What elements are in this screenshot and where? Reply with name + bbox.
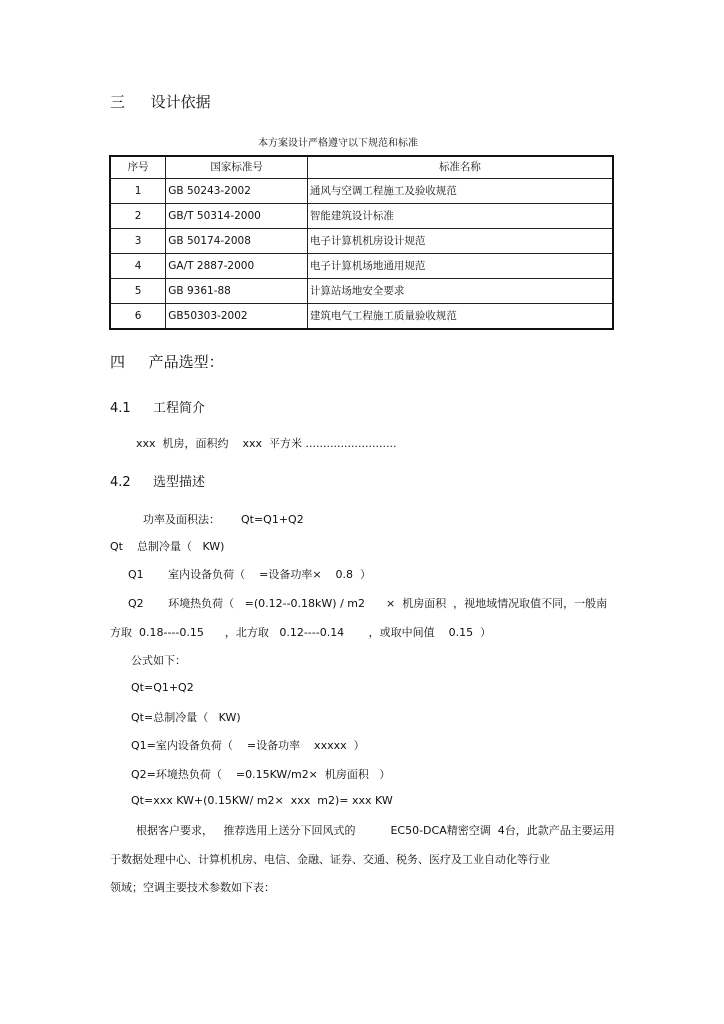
table-row — [110, 304, 613, 330]
subsection-4-2-number: 4.2 — [110, 475, 131, 490]
section-3-title: 设计依据 — [150, 93, 211, 111]
table-row — [110, 204, 613, 229]
qt-definition: Qt 总制冷量（ KW) — [110, 540, 225, 553]
table-row — [110, 254, 613, 279]
subsection-4-1-title: 工程简介 — [152, 401, 205, 416]
header-index: 序号 — [110, 156, 166, 179]
q2-definition: Q2 环境热负荷（ =(0.12--0.18kW) / m2 × 机房面积 ，视地域情况取值不同，一般南 — [128, 597, 608, 610]
formula-q1: Q1=室内设备负荷（ =设备功率 xxxxx ） — [131, 739, 365, 752]
section-4-number: 四 — [110, 353, 126, 371]
section-4-title: 产品选型： — [148, 353, 224, 371]
table-row — [110, 229, 613, 254]
subsection-4-2-title: 选型描述 — [152, 475, 205, 490]
section-3-heading — [110, 91, 211, 112]
cell-standard-number: GB 50174-2008 — [166, 229, 308, 254]
cell-index: 5 — [110, 279, 166, 304]
recommendation-text: 根据客户要求， 推荐选用上送分下回风式的 EC50-DCA精密空调 4台，此款产品主要运用 — [136, 824, 615, 837]
cell-standard-number: GB/T 50314-2000 — [166, 204, 308, 229]
q1-definition: Q1 室内设备负荷（ =设备功率× 0.8 ） — [128, 568, 372, 581]
cell-standard-number: GA/T 2887-2000 — [166, 254, 308, 279]
method-line: 功率及面积法： Qt=Q1+Q2 — [143, 513, 304, 526]
table-row — [110, 279, 613, 304]
formula-result: Qt=xxx KW+(0.15KW/ m2× xxx m2)= xxx KW — [131, 794, 393, 807]
q2-definition-cont: 方取 0.18----0.15 ，北方取 0.12----0.14 ，或取中间值 0.15 ） — [110, 626, 492, 639]
cell-standard-number: GB 9361-88 — [166, 279, 308, 304]
table-row — [110, 179, 613, 204]
subsection-4-1-heading — [110, 397, 205, 416]
cell-standard-name: 计算站场地安全要求 — [307, 279, 613, 304]
cell-index: 6 — [110, 304, 166, 330]
section-3-number: 三 — [110, 93, 126, 111]
cell-standard-name: 建筑电气工程施工质量验收规范 — [307, 304, 613, 330]
subsection-4-1-number: 4.1 — [110, 401, 131, 416]
formula-qt-desc: Qt=总制冷量（ KW) — [131, 711, 241, 724]
standards-table — [109, 155, 614, 330]
project-intro-text: xxx 机房，面积约 xxx 平方米 .......................... — [136, 437, 397, 450]
cell-standard-name: 电子计算机场地通用规范 — [307, 254, 613, 279]
cell-index: 3 — [110, 229, 166, 254]
subsection-4-2-heading — [110, 471, 205, 490]
cell-standard-name: 电子计算机机房设计规范 — [307, 229, 613, 254]
cell-standard-number: GB 50243-2002 — [166, 179, 308, 204]
formula-intro: 公式如下： — [131, 654, 186, 667]
cell-standard-name: 智能建筑设计标准 — [307, 204, 613, 229]
header-standard-name: 标准名称 — [307, 156, 613, 179]
recommendation-text-end: 领域；空调主要技术参数如下表： — [110, 881, 275, 894]
cell-standard-number: GB50303-2002 — [166, 304, 308, 330]
cell-index: 4 — [110, 254, 166, 279]
table-caption: 本方案设计严格遵守以下规范和标准 — [258, 138, 418, 149]
formula-q2: Q2=环境热负荷（ =0.15KW/m2× 机房面积 ） — [131, 768, 391, 781]
cell-index: 2 — [110, 204, 166, 229]
recommendation-text-cont: 于数据处理中心、计算机机房、电信、金融、证券、交通、税务、医疗及工业自动化等行业 — [110, 853, 550, 866]
cell-index: 1 — [110, 179, 166, 204]
header-standard-number: 国家标准号 — [166, 156, 308, 179]
table-header-row — [110, 156, 613, 179]
cell-standard-name: 通风与空调工程施工及验收规范 — [307, 179, 613, 204]
section-4-heading — [110, 351, 224, 372]
formula-qt: Qt=Q1+Q2 — [131, 681, 194, 694]
